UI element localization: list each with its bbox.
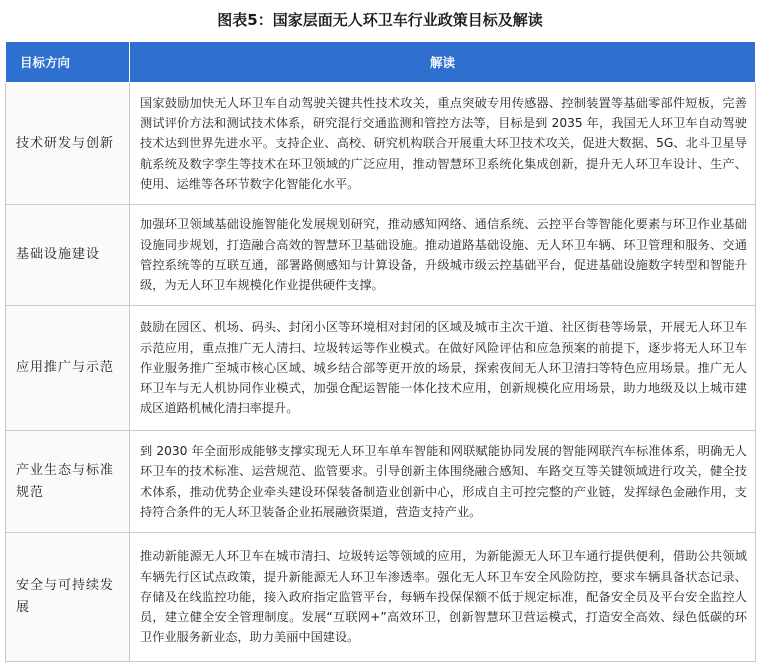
header-direction: 目标方向 [6,42,130,83]
row-explanation-cell: 加强环卫领域基础设施智能化发展规划研究，推动感知网络、通信系统、云控平台等智能化要素与环卫作业基础设施同步规划，打造融合高效的智慧环卫基础设施。推动道路基础设施、无人环卫车辆、环卫管理和服务、交通管控系统等的互联互通，部署路侧感知与计算设备，升级城市级云控基础平台，促进基础设施数字转型和智能升级，为无人环卫车规模化作业提供硬件支撑。 [130,205,756,306]
row-explanation-cell: 国家鼓励加快无人环卫车自动驾驶关键共性技术攻关，重点突破专用传感器、控制装置等基础零部件短板，完善测试评价方法和测试技术体系，研究混行交通监测和管控方法等，目标是到 2035 年，我国无人环卫车自动驾驶技术达到世界先进水平。支持企业、高校、研究机构联合开展重大环卫技术攻关，促进大数据、5G、北斗卫星导航系统及数字孪生等技术在环卫领域的广泛应用，推动智慧环卫系统化集成创新，提升无人环卫车设计、生产、使用、运维等各环节数字化智能化水平。 [130,83,756,205]
table-row [6,306,756,431]
header-explanation: 解读 [130,42,756,83]
table-row [6,533,756,662]
row-direction-cell: 基础设施建设 [6,205,130,306]
row-explanation-cell: 到 2030 年全面形成能够支撑实现无人环卫车单车智能和网联赋能协同发展的智能网联汽车标准体系，明确无人环卫车的技术标准、运营规范、监管要求。引导创新主体围绕融合感知、车路交互等关键领域进行攻关，健全技术体系，推动优势企业牵头建设环保装备制造业创新中心，形成自主可控完整的产业链，发挥绿色金融作用，支持符合条件的无人环卫装备企业拓展融资渠道，营造支持产业。 [130,431,756,533]
table-row [6,431,756,533]
row-direction-cell: 应用推广与示范 [6,306,130,431]
page-title: 图表5：国家层面无人环卫车行业政策目标及解读 [217,11,543,29]
table-row [6,205,756,306]
row-direction-cell: 产业生态与标准规范 [6,431,130,533]
row-explanation-cell: 鼓励在园区、机场、码头、封闭小区等环境相对封闭的区域及城市主次干道、社区街巷等场景，开展无人环卫车示范应用，重点推广无人清扫、垃圾转运等作业模式。在做好风险评估和应急预案的前提下，逐步将无人环卫车作业服务推广至城市核心区域、城乡结合部等更开放的场景，探索夜间无人环卫清扫等特色应用场景。推广无人环卫车与无人机协同作业模式，加强仓配运智能一体化技术应用，创新规模化应用场景，助力地级及以上城市建成区道路机械化清扫率提升。 [130,306,756,431]
row-direction-cell: 技术研发与创新 [6,83,130,205]
row-explanation-cell: 推动新能源无人环卫车在城市清扫、垃圾转运等领域的应用，为新能源无人环卫车通行提供便利，借助公共领域车辆先行区试点政策，提升新能源无人环卫车渗透率。强化无人环卫车安全风险防控，要求车辆具备状态记录、存储及在线监控功能，接入政府指定监管平台，每辆车投保保额不低于规定标准，配备安全员及平台安全监控人员，建立健全安全管理制度。发展“互联网+”高效环卫，创新智慧环卫营运模式，打造安全高效、绿色低碳的环卫作业服务新业态，助力美丽中国建设。 [130,533,756,662]
row-direction-cell: 安全与可持续发展 [6,533,130,662]
table-row [6,83,756,205]
table-header-row [6,42,756,83]
policy-table [5,41,756,662]
